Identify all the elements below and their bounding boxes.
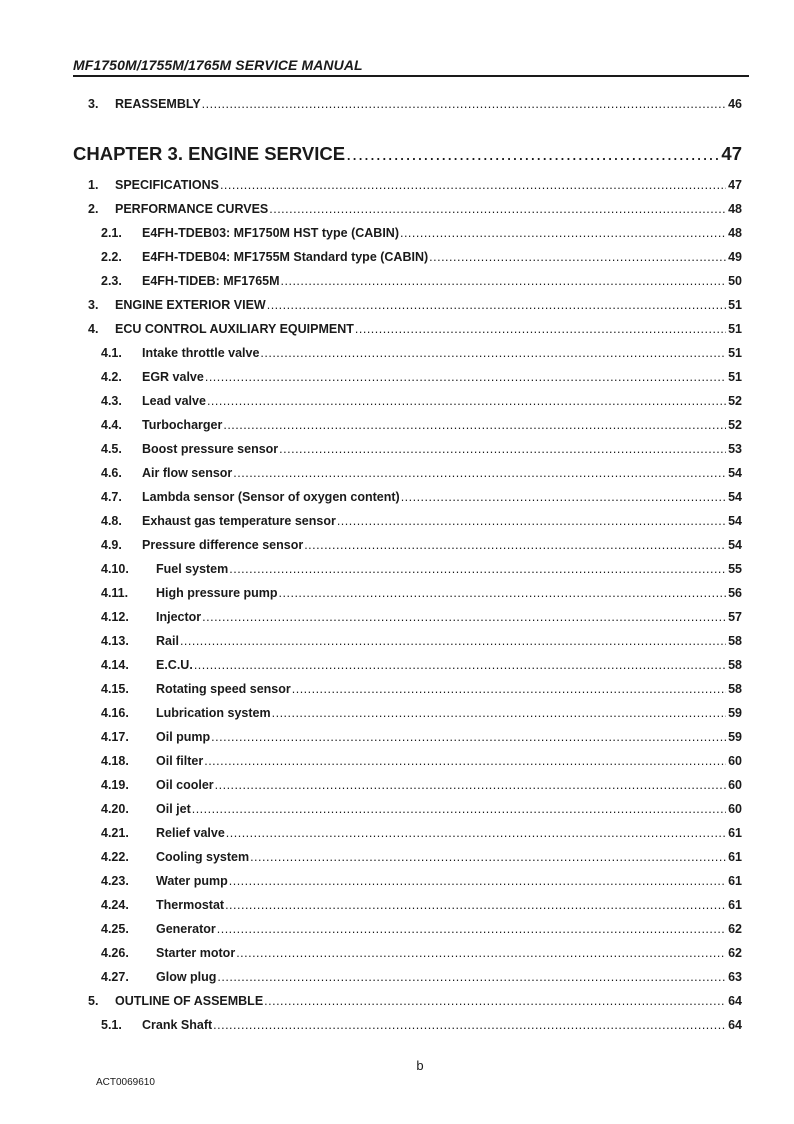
dot-leader — [279, 586, 727, 600]
dot-leader — [355, 322, 726, 336]
toc-entry[interactable] — [0, 514, 794, 532]
toc-entry[interactable] — [0, 562, 794, 580]
toc-entry-page: 51 — [728, 370, 742, 384]
dot-leader — [260, 346, 726, 360]
dot-leader — [211, 730, 726, 744]
dot-leader — [204, 754, 726, 768]
toc-entry-title: REASSEMBLY — [115, 97, 201, 111]
dot-leader — [292, 682, 726, 696]
toc-entry-title: Rail — [156, 634, 179, 648]
toc-entry-title: Starter motor — [156, 946, 236, 960]
toc-entry-page: 59 — [728, 730, 742, 744]
toc-entry-title: E.C.U. — [156, 658, 193, 672]
dot-leader — [215, 778, 726, 792]
dot-leader — [220, 178, 726, 192]
toc-entry-page: 63 — [728, 970, 742, 984]
dot-leader — [223, 418, 726, 432]
toc-entry-title: Crank Shaft — [142, 1018, 213, 1032]
toc-entry[interactable] — [0, 874, 794, 892]
dot-leader — [217, 970, 726, 984]
toc-entry-number: 4.15. — [101, 682, 129, 696]
toc-entry-page: 48 — [728, 226, 742, 240]
toc-entry-page: 47 — [721, 143, 742, 164]
toc-entry-page: 60 — [728, 778, 742, 792]
toc-entry-number: 2.3. — [101, 274, 122, 288]
toc-entry-number: 4.8. — [101, 514, 122, 528]
toc-entry[interactable] — [0, 370, 794, 388]
toc-entry-title: Intake throttle valve — [142, 346, 260, 360]
toc-entry-number: 4.23. — [101, 874, 129, 888]
toc-entry-title: PERFORMANCE CURVES — [115, 202, 269, 216]
toc-entry-number: 4.9. — [101, 538, 122, 552]
toc-entry[interactable] — [0, 634, 794, 652]
dot-leader — [233, 466, 726, 480]
toc-entry[interactable] — [0, 346, 794, 364]
toc-entry[interactable] — [0, 850, 794, 868]
dot-leader — [205, 370, 726, 384]
toc-entry-page: 56 — [728, 586, 742, 600]
toc-entry[interactable] — [0, 802, 794, 820]
toc-entry-number: 4.22. — [101, 850, 129, 864]
toc-entry[interactable] — [0, 466, 794, 484]
toc-entry-title: Oil filter — [156, 754, 204, 768]
toc-entry-title: Glow plug — [156, 970, 217, 984]
toc-entry-page: 64 — [728, 994, 742, 1008]
toc-entry[interactable] — [0, 418, 794, 436]
toc-entry-page: 64 — [728, 1018, 742, 1032]
toc-entry[interactable] — [0, 178, 794, 196]
toc-entry[interactable] — [0, 898, 794, 916]
header-rule — [73, 75, 749, 77]
toc-entry[interactable] — [0, 298, 794, 316]
toc-entry-title: E4FH-TIDEB: MF1765M — [142, 274, 280, 288]
toc-entry[interactable] — [0, 442, 794, 460]
dot-leader — [272, 706, 726, 720]
dot-leader — [213, 1018, 726, 1032]
toc-entry-number: 4.24. — [101, 898, 129, 912]
toc-entry-title: Lambda sensor (Sensor of oxygen content) — [142, 490, 400, 504]
toc-entry-title: Air flow sensor — [142, 466, 233, 480]
toc-entry-number: 4.27. — [101, 970, 129, 984]
toc-entry-number: 4.16. — [101, 706, 129, 720]
toc-entry[interactable] — [0, 322, 794, 340]
toc-entry-page: 51 — [728, 298, 742, 312]
toc-entry-title: EGR valve — [142, 370, 204, 384]
toc-entry-title: Oil cooler — [156, 778, 214, 792]
toc-entry[interactable] — [0, 226, 794, 244]
toc-entry[interactable] — [0, 970, 794, 988]
toc-entry-number: 4.7. — [101, 490, 122, 504]
toc-entry-title: Turbocharger — [142, 418, 223, 432]
toc-entry-title: Generator — [156, 922, 216, 936]
toc-entry-page: 52 — [728, 394, 742, 408]
toc-entry-number: 2. — [88, 202, 99, 216]
toc-entry-number: 4.4. — [101, 418, 122, 432]
toc-entry-page: 54 — [728, 538, 742, 552]
toc-entry-title: Exhaust gas temperature sensor — [142, 514, 336, 528]
toc-entry-page: 50 — [728, 274, 742, 288]
dot-leader — [202, 97, 726, 111]
toc-entry-number: 4.2. — [101, 370, 122, 384]
toc-entry-title: OUTLINE OF ASSEMBLE — [115, 994, 264, 1008]
toc-entry-title: Oil jet — [156, 802, 191, 816]
toc-entry[interactable] — [0, 97, 794, 115]
dot-leader — [202, 610, 726, 624]
toc-entry-page: 57 — [728, 610, 742, 624]
toc-entry-number: 4.17. — [101, 730, 129, 744]
dot-leader — [281, 274, 727, 288]
toc-entry[interactable] — [0, 610, 794, 628]
toc-entry-page: 58 — [728, 658, 742, 672]
toc-entry-page: 48 — [728, 202, 742, 216]
dot-leader — [304, 538, 726, 552]
toc-entry-page: 62 — [728, 946, 742, 960]
toc-entry-page: 46 — [728, 97, 742, 111]
toc-entry-page: 58 — [728, 682, 742, 696]
toc-entry-page: 53 — [728, 442, 742, 456]
toc-entry[interactable] — [0, 538, 794, 556]
toc-entry-number: 4.1. — [101, 346, 122, 360]
manual-title: MF1750M/1755M/1765M SERVICE MANUAL — [73, 57, 363, 73]
toc-entry-page: 60 — [728, 802, 742, 816]
toc-entry-number: 4.14. — [101, 658, 129, 672]
toc-entry-number: 2.1. — [101, 226, 122, 240]
toc-entry-page: 61 — [728, 898, 742, 912]
toc-entry-number: 4.5. — [101, 442, 122, 456]
dot-leader — [229, 562, 726, 576]
dot-leader — [226, 826, 726, 840]
toc-entry-page: 60 — [728, 754, 742, 768]
toc-entry-title: CHAPTER 3. ENGINE SERVICE — [73, 143, 346, 164]
dot-leader — [429, 250, 726, 264]
toc-entry-number: 4.19. — [101, 778, 129, 792]
toc-entry-page: 54 — [728, 466, 742, 480]
toc-entry-number: 4.20. — [101, 802, 129, 816]
toc-entry[interactable] — [0, 778, 794, 796]
dot-leader — [217, 922, 726, 936]
toc-entry-title: Rotating speed sensor — [156, 682, 291, 696]
toc-entry-title: Boost pressure sensor — [142, 442, 279, 456]
toc-entry-title: Water pump — [156, 874, 228, 888]
toc-entry-title: ENGINE EXTERIOR VIEW — [115, 298, 266, 312]
toc-entry-number: 4.21. — [101, 826, 129, 840]
toc-entry-page: 49 — [728, 250, 742, 264]
dot-leader — [279, 442, 726, 456]
dot-leader — [269, 202, 726, 216]
dot-leader — [207, 394, 726, 408]
toc-entry-page: 61 — [728, 874, 742, 888]
toc-entry[interactable] — [0, 994, 794, 1012]
dot-leader — [229, 874, 726, 888]
toc-entry-page: 47 — [728, 178, 742, 192]
toc-entry[interactable] — [0, 946, 794, 964]
toc-entry-number: 4.6. — [101, 466, 122, 480]
toc-entry[interactable] — [0, 274, 794, 292]
document-code: ACT0069610 — [96, 1077, 155, 1088]
toc-entry-page: 58 — [728, 634, 742, 648]
toc-entry[interactable] — [0, 682, 794, 700]
toc-entry-number: 4.13. — [101, 634, 129, 648]
dot-leader — [346, 143, 719, 165]
toc-entry-page: 61 — [728, 826, 742, 840]
toc-entry-number: 3. — [88, 97, 99, 111]
toc-entry-title: Fuel system — [156, 562, 229, 576]
toc-entry-page: 59 — [728, 706, 742, 720]
toc-entry-title: ECU CONTROL AUXILIARY EQUIPMENT — [115, 322, 354, 336]
toc-entry-number: 4.10. — [101, 562, 129, 576]
toc-entry-number: 3. — [88, 298, 99, 312]
toc-entry-number: 4.12. — [101, 610, 129, 624]
toc-entry[interactable] — [0, 730, 794, 748]
toc-entry-page: 54 — [728, 490, 742, 504]
toc-entry-number: 4.26. — [101, 946, 129, 960]
dot-leader — [264, 994, 726, 1008]
toc-entry-title: Lead valve — [142, 394, 206, 408]
toc-entry-title: Relief valve — [156, 826, 225, 840]
toc-entry-page: 61 — [728, 850, 742, 864]
dot-leader — [194, 658, 726, 672]
dot-leader — [267, 298, 726, 312]
toc-entry-title: E4FH-TDEB04: MF1755M Standard type (CABIN) — [142, 250, 429, 264]
toc-entry[interactable] — [0, 202, 794, 220]
toc-entry[interactable] — [0, 706, 794, 724]
toc-chapter-entry[interactable] — [0, 143, 794, 167]
toc-entry-page: 51 — [728, 322, 742, 336]
toc-entry-title: Lubrication system — [156, 706, 271, 720]
toc-entry[interactable] — [0, 394, 794, 412]
toc-entry-number: 4.25. — [101, 922, 129, 936]
toc-entry-number: 5.1. — [101, 1018, 122, 1032]
toc-entry-page: 52 — [728, 418, 742, 432]
dot-leader — [401, 490, 726, 504]
toc-entry-page: 51 — [728, 346, 742, 360]
toc-entry-page: 55 — [728, 562, 742, 576]
toc-entry[interactable] — [0, 754, 794, 772]
toc-entry-page: 62 — [728, 922, 742, 936]
toc-entry-number: 1. — [88, 178, 99, 192]
page-letter: b — [416, 1058, 424, 1073]
toc-entry[interactable] — [0, 658, 794, 676]
toc-entry-title: Cooling system — [156, 850, 250, 864]
toc-entry-title: Pressure difference sensor — [142, 538, 304, 552]
toc-entry[interactable] — [0, 922, 794, 940]
toc-entry[interactable] — [0, 250, 794, 268]
toc-entry-number: 4.3. — [101, 394, 122, 408]
toc-entry[interactable] — [0, 826, 794, 844]
toc-entry-page: 54 — [728, 514, 742, 528]
toc-entry-number: 4.18. — [101, 754, 129, 768]
toc-entry-title: SPECIFICATIONS — [115, 178, 219, 192]
dot-leader — [180, 634, 726, 648]
toc-entry-title: High pressure pump — [156, 586, 278, 600]
toc-entry[interactable] — [0, 586, 794, 604]
dot-leader — [400, 226, 726, 240]
toc-entry-number: 5. — [88, 994, 99, 1008]
toc-entry-number: 2.2. — [101, 250, 122, 264]
toc-entry-number: 4.11. — [101, 586, 129, 600]
toc-entry[interactable] — [0, 1018, 794, 1036]
dot-leader — [250, 850, 726, 864]
toc-entry-title: E4FH-TDEB03: MF1750M HST type (CABIN) — [142, 226, 399, 240]
toc-entry-title: Thermostat — [156, 898, 225, 912]
dot-leader — [337, 514, 726, 528]
dot-leader — [192, 802, 726, 816]
toc-entry-title: Oil pump — [156, 730, 211, 744]
toc-entry[interactable] — [0, 490, 794, 508]
toc-entry-number: 4. — [88, 322, 99, 336]
toc-entry-title: Injector — [156, 610, 202, 624]
dot-leader — [225, 898, 726, 912]
dot-leader — [236, 946, 726, 960]
